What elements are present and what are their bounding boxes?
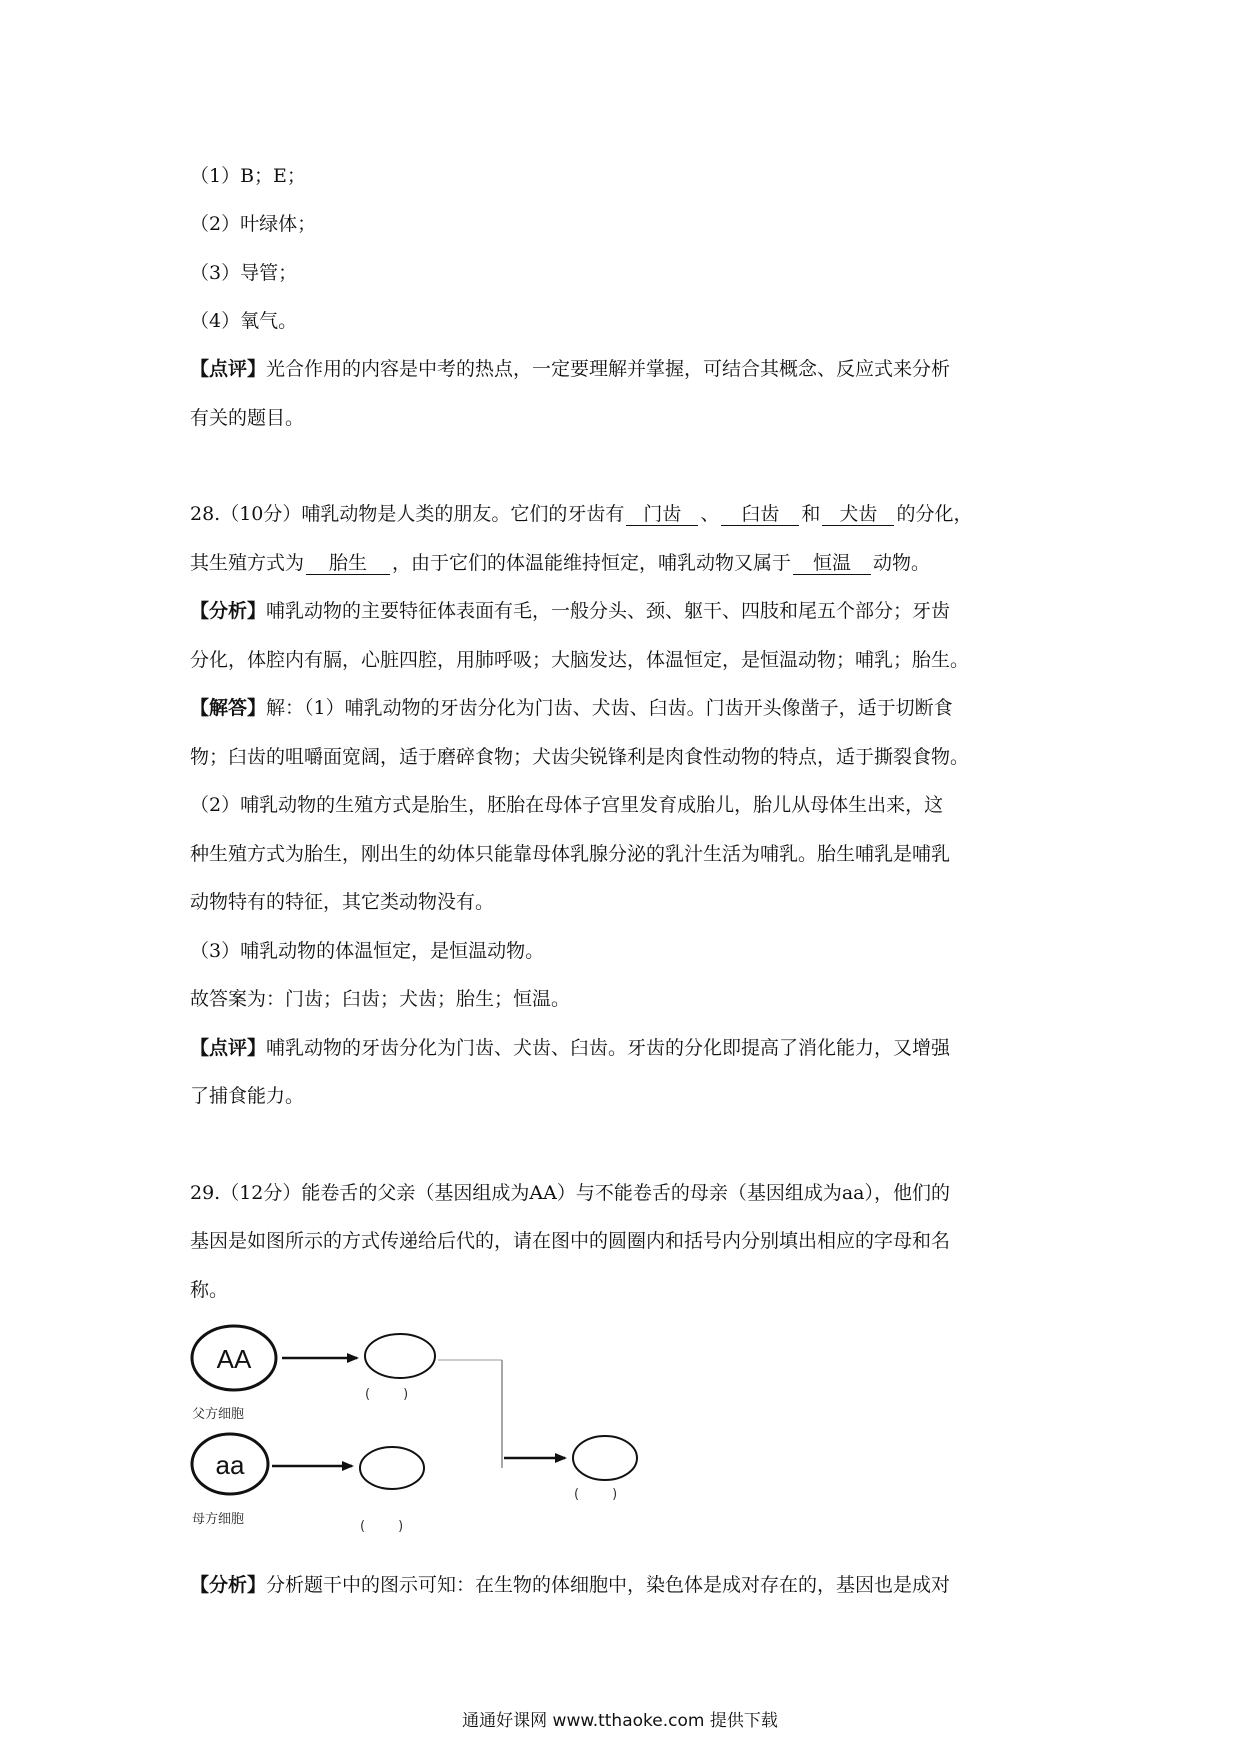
q29-analysis-line-1: 【分析】分析题干中的图示可知：在生物的体细胞中，染色体是成对存在的，基因也是成对 [190, 1574, 951, 1596]
q28-analysis-line-2: 分化，体腔内有膈，心脏四腔，用肺呼吸；大脑发达，体温恒定，是恒温动物；哺乳；胎生。 [190, 649, 970, 671]
offspring-paren[interactable]: ( ) [574, 1487, 618, 1502]
answer-item-1: （1）B；E； [190, 165, 306, 187]
q29-line-3: 称。 [190, 1279, 229, 1301]
comment-tag: 【点评】 [190, 1037, 267, 1059]
answer-blank: 胎生 [306, 552, 390, 575]
analysis-tag: 【分析】 [190, 1574, 267, 1596]
q28-answer-line-2: 物；臼齿的咀嚼面宽阔，适于磨碎食物；犬齿尖锐锋利是肉食性动物的特点，适于撕裂食物。 [190, 746, 970, 768]
q28-comment-line-2: 了捕食能力。 [190, 1085, 305, 1107]
q28-answer-line-5: 动物特有的特征，其它类动物没有。 [190, 891, 495, 913]
offspring-circle[interactable] [573, 1436, 637, 1480]
father-genes: AA [216, 1344, 252, 1374]
comment-1-line-1: 【点评】光合作用的内容是中考的热点，一定要理解并掌握，可结合其概念、反应式来分析 [190, 358, 951, 380]
comment-1-line-2: 有关的题目。 [190, 407, 305, 429]
answer-item-4: （4）氧气。 [190, 310, 298, 332]
diagram-svg [190, 1318, 730, 1543]
q29-line-1: 29.（12分）能卷舌的父亲（基因组成为AA）与不能卷舌的母亲（基因组成为aa），他们的 [190, 1182, 950, 1204]
q28-answer-line-4: 种生殖方式为胎生，刚出生的幼体只能靠母体乳腺分泌的乳汁生活为哺乳。胎生哺乳是哺乳 [190, 843, 951, 865]
answer-blank: 臼齿 [721, 503, 799, 526]
q28-answer-line-3: （2）哺乳动物的生殖方式是胎生，胚胎在母体子宫里发育成胎儿，胎儿从母体生出来，这 [190, 794, 944, 816]
q28-answer-line-1: 【解答】解：（1）哺乳动物的牙齿分化为门齿、犬齿、臼齿。门齿开头像凿子，适于切断食 [190, 697, 953, 719]
father-gamete-circle[interactable] [365, 1334, 435, 1378]
mother-gamete-circle[interactable] [360, 1447, 424, 1489]
q29-line-2: 基因是如图所示的方式传递给后代的，请在图中的圆圈内和括号内分别填出相应的字母和名 [190, 1230, 951, 1252]
mother-cell-label: 母方细胞 [192, 1512, 245, 1527]
father-cell-label: 父方细胞 [192, 1407, 245, 1422]
gene-transmission-diagram [190, 1318, 730, 1543]
answer-item-2: （2）叶绿体； [190, 213, 317, 235]
answer-item-3: （3）导管； [190, 262, 298, 284]
mother-genes: aa [215, 1450, 245, 1480]
answer-tag: 【解答】 [190, 697, 267, 719]
answer-blank: 恒温 [793, 552, 871, 575]
q28-line-1: 28.（10分）哺乳动物是人类的朋友。它们的牙齿有 门齿 、 臼齿 和 犬齿 的分化， [190, 503, 973, 525]
q28-comment-line-1: 【点评】哺乳动物的牙齿分化为门齿、犬齿、臼齿。牙齿的分化即提高了消化能力，又增强 [190, 1037, 951, 1059]
page-footer: 通通好课网 www.tthaoke.com 提供下载 [462, 1711, 778, 1731]
comment-tag: 【点评】 [190, 358, 267, 380]
q28-line-2: 其生殖方式为 胎生 ，由于它们的体温能维持恒定，哺乳动物又属于 恒温 动物。 [190, 552, 931, 574]
analysis-tag: 【分析】 [190, 600, 267, 622]
father-gamete-paren[interactable]: ( ) [365, 1387, 409, 1402]
q28-answer-line-6: （3）哺乳动物的体温恒定，是恒温动物。 [190, 940, 545, 962]
answer-blank: 犬齿 [822, 503, 894, 526]
mother-gamete-paren[interactable]: ( ) [360, 1519, 404, 1534]
q28-analysis-line-1: 【分析】哺乳动物的主要特征体表面有毛，一般分头、颈、躯干、四肢和尾五个部分；牙齿 [190, 600, 951, 622]
answer-blank: 门齿 [626, 503, 698, 526]
q28-answer-line-7: 故答案为：门齿；臼齿；犬齿；胎生；恒温。 [190, 988, 571, 1010]
